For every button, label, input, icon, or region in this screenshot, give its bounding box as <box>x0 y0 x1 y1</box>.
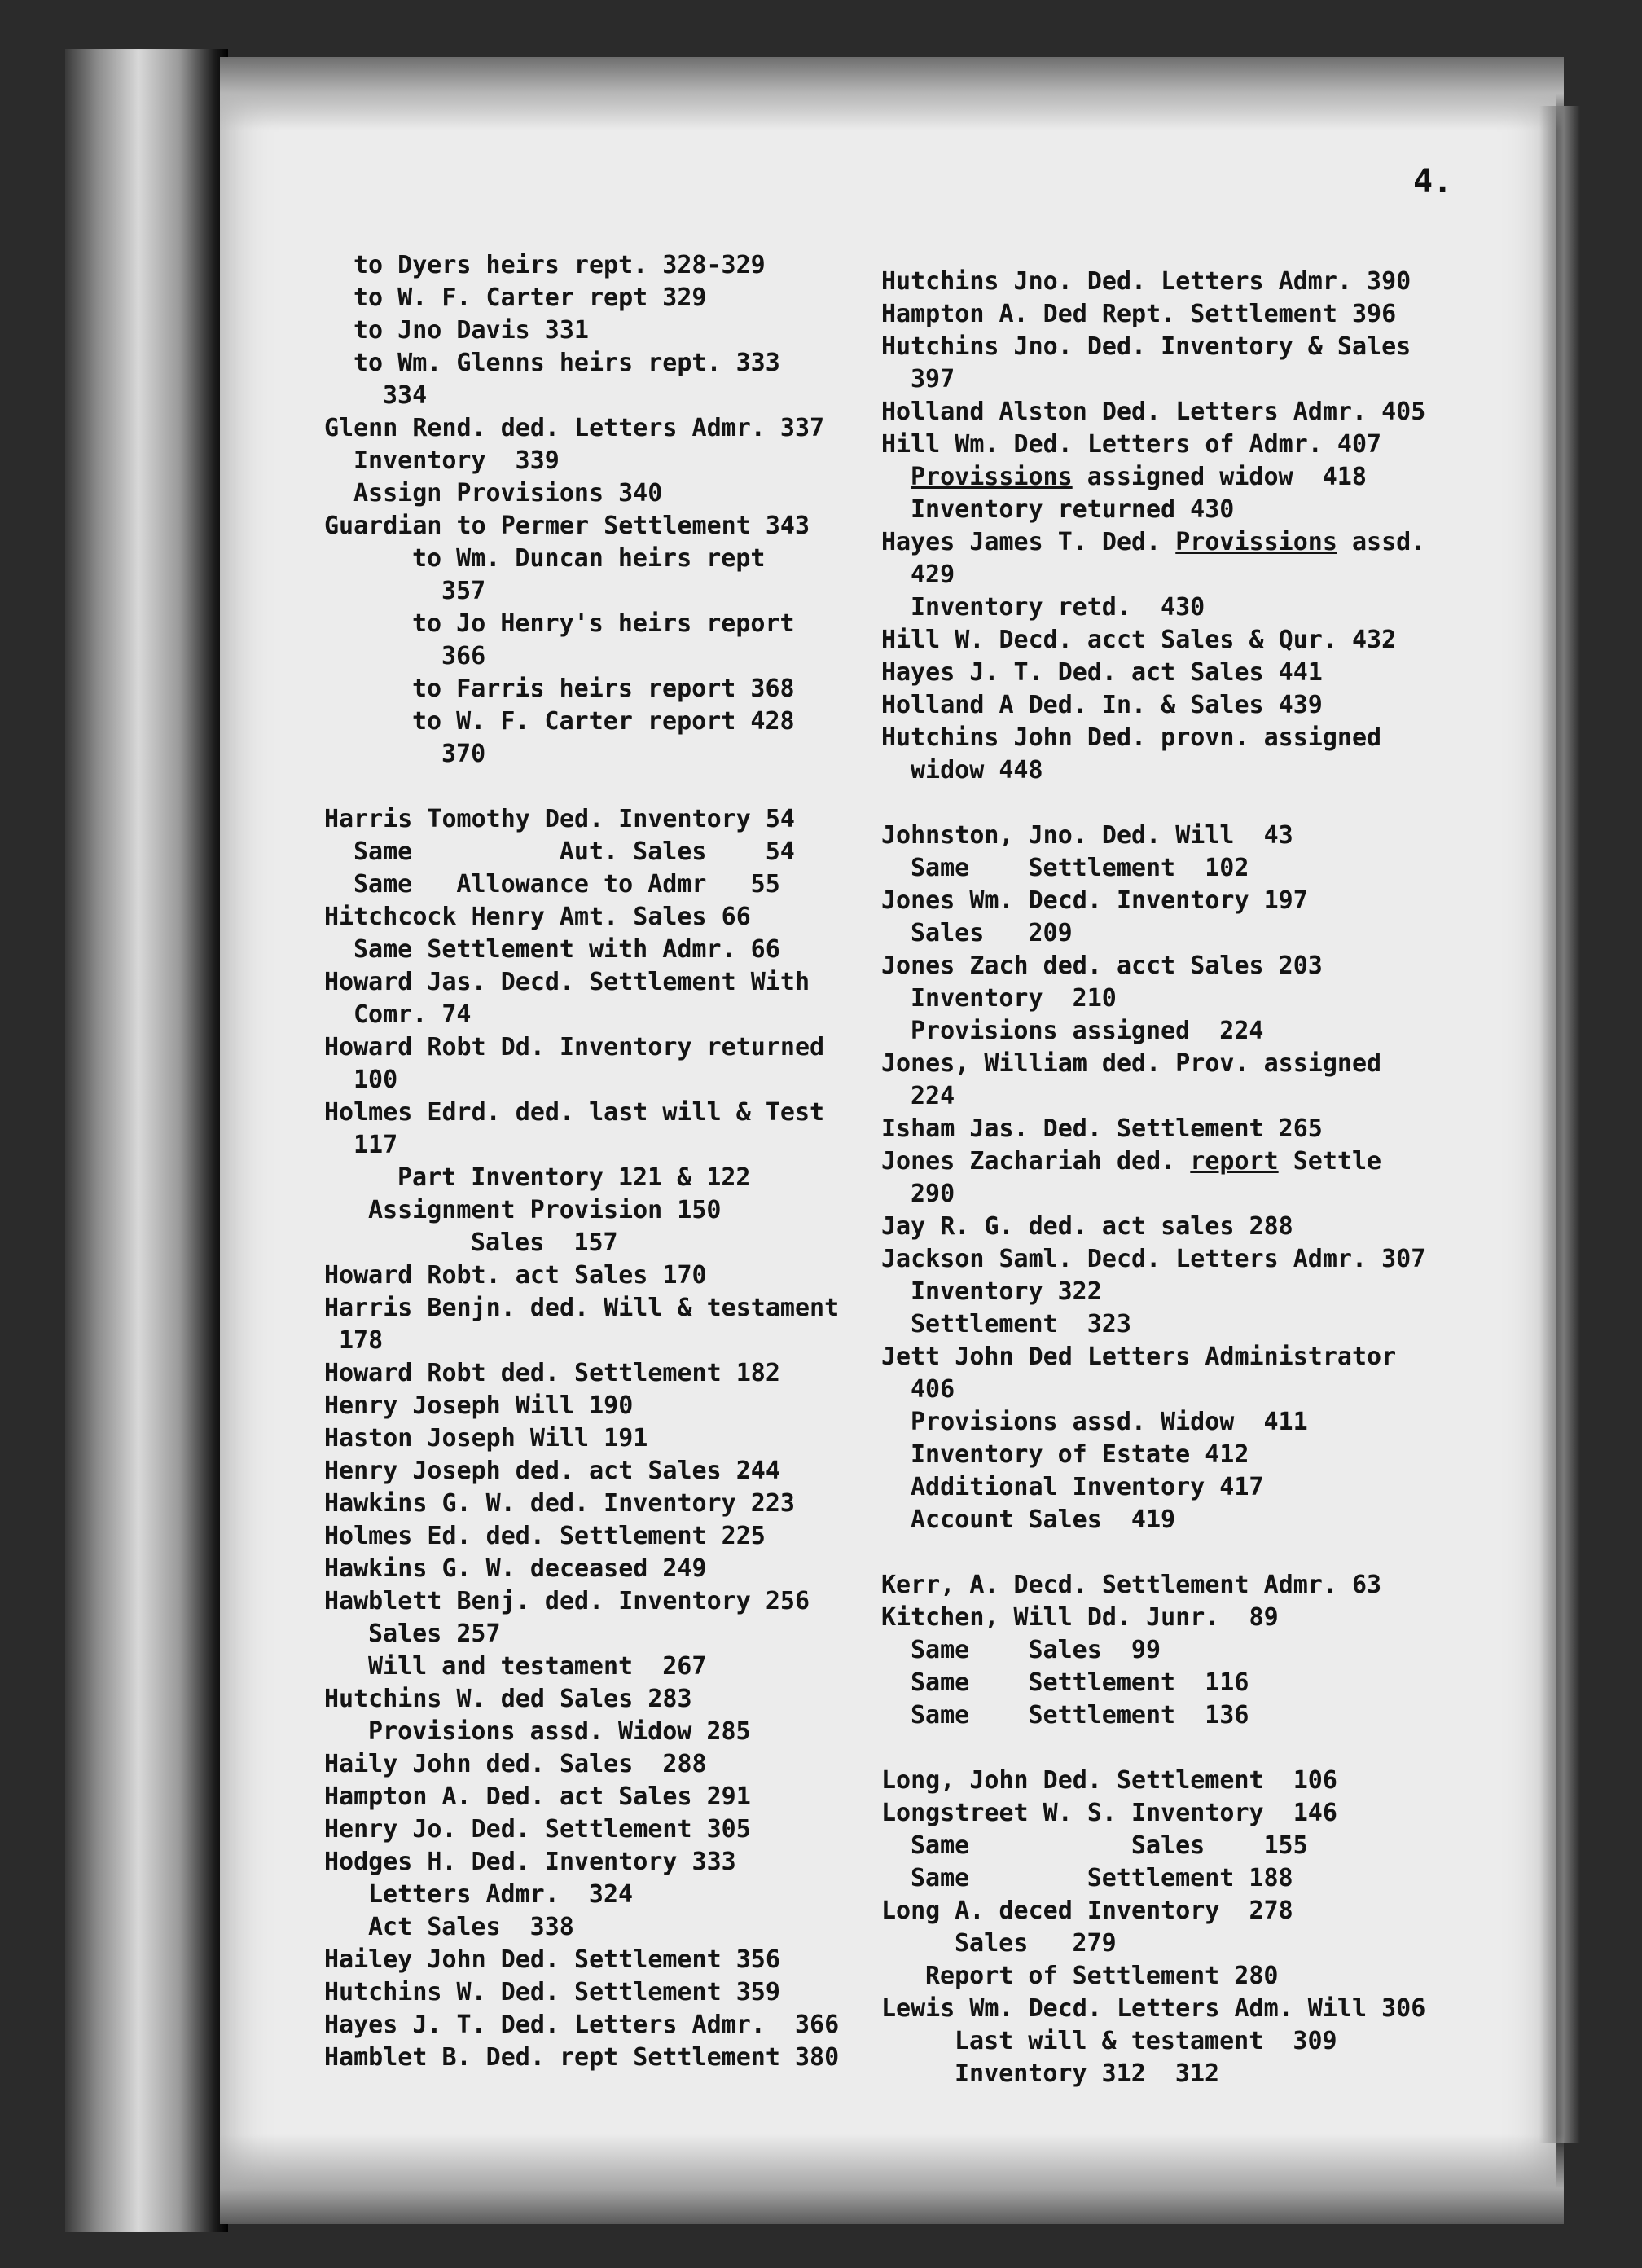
index-entry: 397 <box>911 365 955 393</box>
underlined-word: report <box>1190 1147 1279 1176</box>
index-entry: 224 <box>911 1082 955 1110</box>
index-entry: Jett John Ded Letters Administrator <box>881 1343 1397 1371</box>
index-entry: Harris Benjn. ded. Will & testament <box>324 1294 840 1322</box>
index-entry: Sales 157 <box>471 1228 618 1257</box>
index-entry: Same Sales 155 <box>911 1831 1308 1860</box>
index-entry: to W. F. Carter rept 329 <box>353 284 707 312</box>
book-binding <box>65 49 228 2232</box>
index-entry: Jay R. G. ded. act sales 288 <box>881 1212 1293 1241</box>
index-entry: Howard Robt ded. Settlement 182 <box>324 1359 780 1387</box>
index-entry: Hawkins G. W. ded. Inventory 223 <box>324 1489 795 1518</box>
index-entry: Holmes Edrd. ded. last will & Test <box>324 1098 825 1127</box>
entry-tail: Settle <box>1278 1147 1382 1176</box>
index-entry: Hill Wm. Ded. Letters of Admr. 407 <box>881 430 1382 459</box>
index-entry: 406 <box>911 1375 955 1404</box>
index-entry: Will and testament 267 <box>368 1652 707 1681</box>
index-entry: 178 <box>339 1326 384 1355</box>
index-entry: Report of Settlement 280 <box>925 1962 1279 1990</box>
index-entry: Longstreet W. S. Inventory 146 <box>881 1799 1337 1827</box>
index-entry: Provisions assigned 224 <box>911 1017 1264 1045</box>
index-entry: 429 <box>911 560 955 589</box>
index-entry: Same Settlement 116 <box>911 1668 1249 1697</box>
entry-text: Hayes James T. Ded. <box>881 528 1176 556</box>
index-entry: 117 <box>353 1131 398 1159</box>
page-top-shadow <box>220 57 1564 130</box>
index-entry: Hamblet B. Ded. rept Settlement 380 <box>324 2043 840 2072</box>
index-entry <box>881 1145 1425 1178</box>
index-entry: to Jno Davis 331 <box>353 316 589 345</box>
index-entry: Kerr, A. Decd. Settlement Admr. 63 <box>881 1571 1382 1599</box>
left-index-column <box>324 249 839 2074</box>
index-entry: Sales 209 <box>911 919 1073 947</box>
index-entry: Holland A Ded. In. & Sales 439 <box>881 691 1323 719</box>
index-entry: Jones, William ded. Prov. assigned <box>881 1049 1382 1078</box>
index-entry <box>881 461 1425 494</box>
index-entry: Hampton A. Ded Rept. Settlement 396 <box>881 300 1397 328</box>
index-entry: Haston Joseph Will 191 <box>324 1424 648 1453</box>
index-entry: Sales 279 <box>955 1929 1117 1958</box>
entry-text: Jones Zachariah ded. <box>881 1147 1191 1176</box>
index-entry: Lewis Wm. Decd. Letters Adm. Will 306 <box>881 1994 1426 2023</box>
index-entry: to Jo Henry's heirs report <box>412 609 795 638</box>
index-entry: to Wm. Glenns heirs rept. 333 <box>353 349 780 377</box>
index-entry: Howard Robt. act Sales 170 <box>324 1261 707 1290</box>
index-entry: Hutchins Jno. Ded. Letters Admr. 390 <box>881 267 1412 296</box>
index-entry <box>881 526 1425 559</box>
index-entry: to Wm. Duncan heirs rept <box>412 544 766 573</box>
index-entry: 357 <box>441 577 486 605</box>
index-entry: Hutchins W. Ded. Settlement 359 <box>324 1978 780 2006</box>
entry-gap <box>881 1732 1425 1765</box>
index-entry: 334 <box>383 381 428 410</box>
page-bottom-shadow <box>220 2134 1564 2224</box>
index-entry: Hampton A. Ded. act Sales 291 <box>324 1782 751 1811</box>
index-entry: Inventory of Estate 412 <box>911 1440 1249 1469</box>
index-entry: Guardian to Permer Settlement 343 <box>324 512 810 540</box>
index-entry: Inventory retd. 430 <box>911 593 1205 622</box>
index-entry: Letters Admr. 324 <box>368 1880 634 1909</box>
index-entry: Assignment Provision 150 <box>368 1196 722 1224</box>
index-entry: Act Sales 338 <box>368 1913 574 1941</box>
index-entry: Inventory 312 312 <box>955 2059 1220 2088</box>
index-entry: Inventory 322 <box>911 1277 1102 1306</box>
index-entry: Harris Tomothy Ded. Inventory 54 <box>324 805 795 833</box>
index-entry: Hill W. Decd. acct Sales & Qur. 432 <box>881 626 1397 654</box>
index-entry: Provisions assd. Widow 285 <box>368 1717 751 1746</box>
index-entry: to W. F. Carter report 428 <box>412 707 795 736</box>
index-entry: Inventory 339 <box>353 446 560 475</box>
index-entry: Long A. deced Inventory 278 <box>881 1897 1293 1925</box>
right-index-column <box>881 266 1425 2090</box>
index-entry: Part Inventory 121 & 122 <box>397 1163 751 1192</box>
index-entry: Henry Joseph ded. act Sales 244 <box>324 1457 780 1485</box>
index-entry: Same Aut. Sales 54 <box>353 837 795 866</box>
index-entry: Hutchins John Ded. provn. assigned <box>881 723 1382 752</box>
index-entry: 370 <box>441 740 486 768</box>
index-entry: Hayes J. T. Ded. Letters Admr. 366 <box>324 2011 840 2039</box>
index-entry: Provisions assd. Widow 411 <box>911 1408 1308 1436</box>
index-entry: Hutchins W. ded Sales 283 <box>324 1685 692 1713</box>
page-right-edge <box>1539 106 1580 2143</box>
index-entry: Jones Zach ded. acct Sales 203 <box>881 952 1323 980</box>
entry-tail: assd. <box>1337 528 1426 556</box>
index-entry: Additional Inventory 417 <box>911 1473 1264 1501</box>
index-entry: Hailey John Ded. Settlement 356 <box>324 1945 780 1974</box>
index-entry: Assign Provisions 340 <box>353 479 663 508</box>
entry-gap <box>881 787 1425 820</box>
index-entry: Same Settlement with Admr. 66 <box>353 935 780 964</box>
index-entry: Henry Joseph Will 190 <box>324 1391 634 1420</box>
index-entry: Sales 257 <box>368 1620 501 1648</box>
index-entry: 290 <box>911 1180 955 1208</box>
index-entry: Glenn Rend. ded. Letters Admr. 337 <box>324 414 825 442</box>
index-entry: Hayes J. T. Ded. act Sales 441 <box>881 658 1323 687</box>
underlined-word: Provissions <box>911 463 1073 491</box>
index-entry: Same Allowance to Admr 55 <box>353 870 780 899</box>
index-entry: Johnston, Jno. Ded. Will 43 <box>881 821 1293 850</box>
index-entry: Long, John Ded. Settlement 106 <box>881 1766 1337 1795</box>
index-entry: 366 <box>441 642 486 670</box>
index-entry: Account Sales 419 <box>911 1505 1176 1534</box>
index-entry: Same Sales 99 <box>911 1636 1161 1664</box>
index-entry: 100 <box>353 1066 398 1094</box>
index-entry: Isham Jas. Ded. Settlement 265 <box>881 1114 1323 1143</box>
index-entry: Hawblett Benj. ded. Inventory 256 <box>324 1587 810 1615</box>
index-entry: Same Settlement 188 <box>911 1864 1293 1892</box>
index-entry: Inventory returned 430 <box>911 495 1235 524</box>
index-entry: Same Settlement 102 <box>911 854 1249 882</box>
entry-text: assigned widow 418 <box>1072 463 1367 491</box>
index-entry: Henry Jo. Ded. Settlement 305 <box>324 1815 751 1844</box>
index-entry: to Farris heirs report 368 <box>412 675 795 703</box>
index-entry: Haily John ded. Sales 288 <box>324 1750 707 1778</box>
index-entry: Last will & testament 309 <box>955 2027 1337 2055</box>
index-entry: Holland Alston Ded. Letters Admr. 405 <box>881 398 1426 426</box>
index-entry: Inventory 210 <box>911 984 1117 1013</box>
entry-gap <box>324 771 839 803</box>
index-entry: Hodges H. Ded. Inventory 333 <box>324 1848 736 1876</box>
index-entry: to Dyers heirs rept. 328-329 <box>353 251 766 279</box>
index-entry: Kitchen, Will Dd. Junr. 89 <box>881 1603 1279 1632</box>
page-number: 4. <box>1413 163 1453 200</box>
index-entry: Settlement 323 <box>911 1310 1131 1338</box>
index-entry: Hawkins G. W. deceased 249 <box>324 1554 707 1583</box>
index-entry: Howard Robt Dd. Inventory returned <box>324 1033 825 1061</box>
index-entry: Comr. 74 <box>353 1000 472 1029</box>
index-entry: Same Settlement 136 <box>911 1701 1249 1730</box>
index-entry: Howard Jas. Decd. Settlement With <box>324 968 810 996</box>
underlined-word: Provissions <box>1175 528 1337 556</box>
index-entry: Hutchins Jno. Ded. Inventory & Sales <box>881 332 1412 361</box>
entry-gap <box>881 1536 1425 1569</box>
index-entry: widow 448 <box>911 756 1043 785</box>
index-entry: Jackson Saml. Decd. Letters Admr. 307 <box>881 1245 1426 1273</box>
index-entry: Jones Wm. Decd. Inventory 197 <box>881 886 1308 915</box>
index-entry: Holmes Ed. ded. Settlement 225 <box>324 1522 766 1550</box>
index-entry: Hitchcock Henry Amt. Sales 66 <box>324 903 751 931</box>
